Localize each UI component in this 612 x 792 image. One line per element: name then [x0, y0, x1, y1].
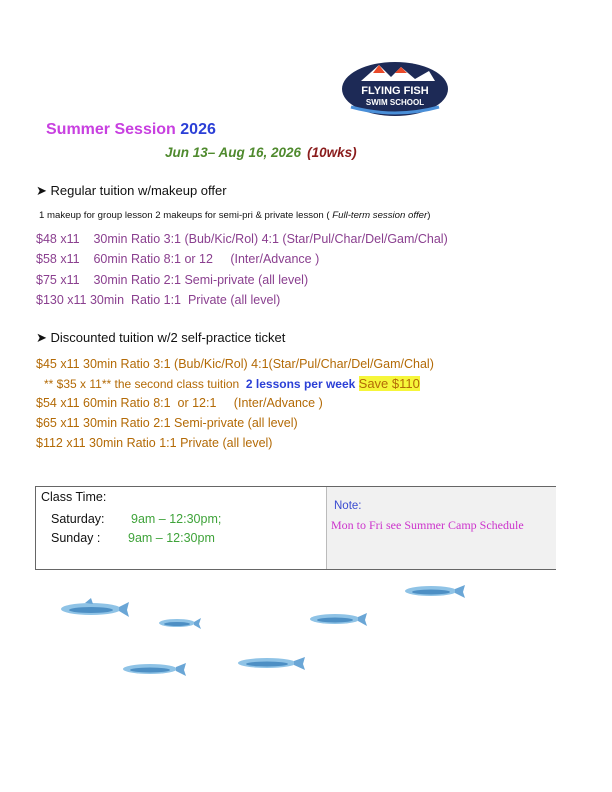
regular-tuition-heading: ➤ Regular tuition w/makeup offer	[36, 183, 227, 198]
discounted-row: $65 x11 30min Ratio 2:1 Semi-private (all level)	[36, 416, 298, 430]
class-time-cell	[36, 487, 326, 569]
logo-line1: FLYING FISH	[361, 85, 429, 97]
makeup-note-close: )	[427, 210, 431, 221]
dolphin-icon	[118, 660, 186, 678]
title-session: Summer Session	[46, 121, 176, 138]
sunday-label: Sunday :	[51, 531, 101, 545]
regular-row: $58 x11 60min Ratio 8:1 or 12 (Inter/Advance )	[36, 252, 320, 266]
note-cell	[326, 487, 556, 569]
regular-row: $48 x11 30min Ratio 3:1 (Bub/Kic/Rol) 4:1 (Star/Pul/Char/Del/Gam/Chal)	[36, 232, 448, 246]
saturday-label: Saturday:	[51, 512, 105, 526]
session-dates	[165, 145, 357, 160]
makeup-note	[39, 210, 430, 221]
class-time-label: Class Time:	[41, 490, 107, 504]
dolphin-icon	[155, 616, 201, 630]
dolphin-icon	[305, 610, 367, 628]
save-badge: Save $110	[358, 376, 420, 391]
class-time-table	[35, 486, 556, 570]
discounted-row: $45 x11 30min Ratio 3:1 (Bub/Kic/Rol) 4:1(Star/Pul/Char/Del/Gam/Chal)	[36, 357, 434, 371]
note-body: Mon to Fri see Summer Camp Schedule	[331, 518, 524, 532]
lessons-per-week: 2 lessons per week	[245, 377, 356, 391]
dolphin-icon	[233, 654, 305, 672]
dolphin-icon	[55, 598, 130, 620]
makeup-note-italic: Full-term session offer	[332, 210, 428, 221]
week-count: (10wks)	[307, 145, 357, 160]
second-class-offer	[44, 376, 420, 391]
note-title: Note:	[334, 500, 362, 512]
session-title	[46, 121, 216, 139]
discounted-row: $54 x11 60min Ratio 8:1 or 12:1 (Inter/Advance )	[36, 396, 323, 410]
school-logo	[341, 57, 449, 117]
saturday-time: 9am – 12:30pm;	[131, 512, 222, 526]
regular-row: $130 x11 30min Ratio 1:1 Private (all level)	[36, 293, 281, 307]
title-year: 2026	[180, 121, 216, 138]
second-class-text: ** $35 x 11** the second class tuition	[44, 377, 246, 391]
regular-row: $75 x11 30min Ratio 2:1 Semi-private (all level)	[36, 273, 309, 287]
logo-line2: SWIM SCHOOL	[365, 98, 425, 107]
discounted-row: $112 x11 30min Ratio 1:1 Private (all level)	[36, 436, 273, 450]
sunday-time: 9am – 12:30pm	[128, 531, 215, 545]
date-range: Jun 13– Aug 16, 2026	[165, 145, 302, 160]
discounted-tuition-heading: ➤ Discounted tuition w/2 self-practice ticket	[36, 330, 286, 345]
makeup-note-text: 1 makeup for group lesson 2 makeups for semi-pri & private lesson (	[39, 210, 333, 221]
dolphin-icon	[400, 582, 465, 600]
